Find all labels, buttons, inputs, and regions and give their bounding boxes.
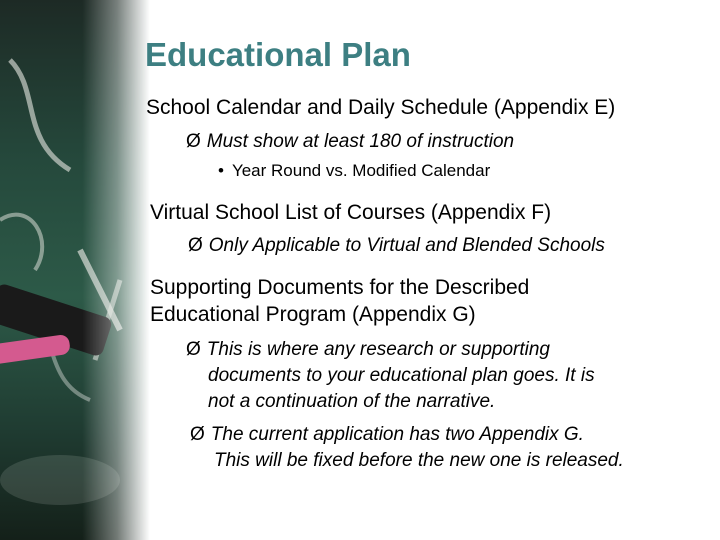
sub-bullet-virtual-applicability (188, 235, 605, 257)
sub-bullet-appendix-g-line-2: This will be fixed before the new one is released. (214, 450, 624, 471)
sub-sub-bullet-calendar-type (218, 161, 490, 181)
sub-bullet-research-line-2: documents to your educational plan goes. It is (208, 365, 595, 386)
dot-bullet-icon: • (218, 161, 224, 180)
sub-bullet-appendix-g-line-1 (190, 424, 584, 446)
chalk-scribble (10, 60, 70, 170)
slide-title: Educational Plan (145, 36, 411, 73)
bullet-virtual-courses: Virtual School List of Courses (Appendix F) (150, 201, 552, 224)
sub-bullet-text: The current application has two Appendix G. (210, 424, 584, 445)
sub-bullet-instruction-days (186, 131, 514, 153)
arrow-bullet-icon: Ø (186, 339, 201, 360)
sub-bullet-research-line-3: not a continuation of the narrative. (208, 391, 496, 412)
bullet-school-calendar: School Calendar and Daily Schedule (Appendix E) (146, 96, 616, 119)
sub-bullet-text: This is where any research or supporting (206, 339, 550, 360)
pink-chalk-icon (0, 334, 71, 366)
bullet-supporting-docs-line-2: Educational Program (Appendix G) (150, 303, 476, 326)
sub-bullet-text: Only Applicable to Virtual and Blended Schools (208, 235, 605, 256)
chalkboard-background (0, 0, 150, 540)
chalk-dust (0, 455, 120, 505)
chalk-scribble (0, 215, 42, 270)
sub-sub-bullet-text: Year Round vs. Modified Calendar (231, 161, 491, 180)
arrow-bullet-icon: Ø (188, 235, 203, 256)
sub-bullet-text: Must show at least 180 of instruction (206, 131, 515, 152)
sub-bullet-research-line-1 (186, 339, 550, 361)
bullet-supporting-docs-line-1: Supporting Documents for the Described (150, 276, 530, 299)
arrow-bullet-icon: Ø (190, 424, 205, 445)
arrow-bullet-icon: Ø (186, 131, 201, 152)
chalkboard-illustration (0, 0, 150, 540)
